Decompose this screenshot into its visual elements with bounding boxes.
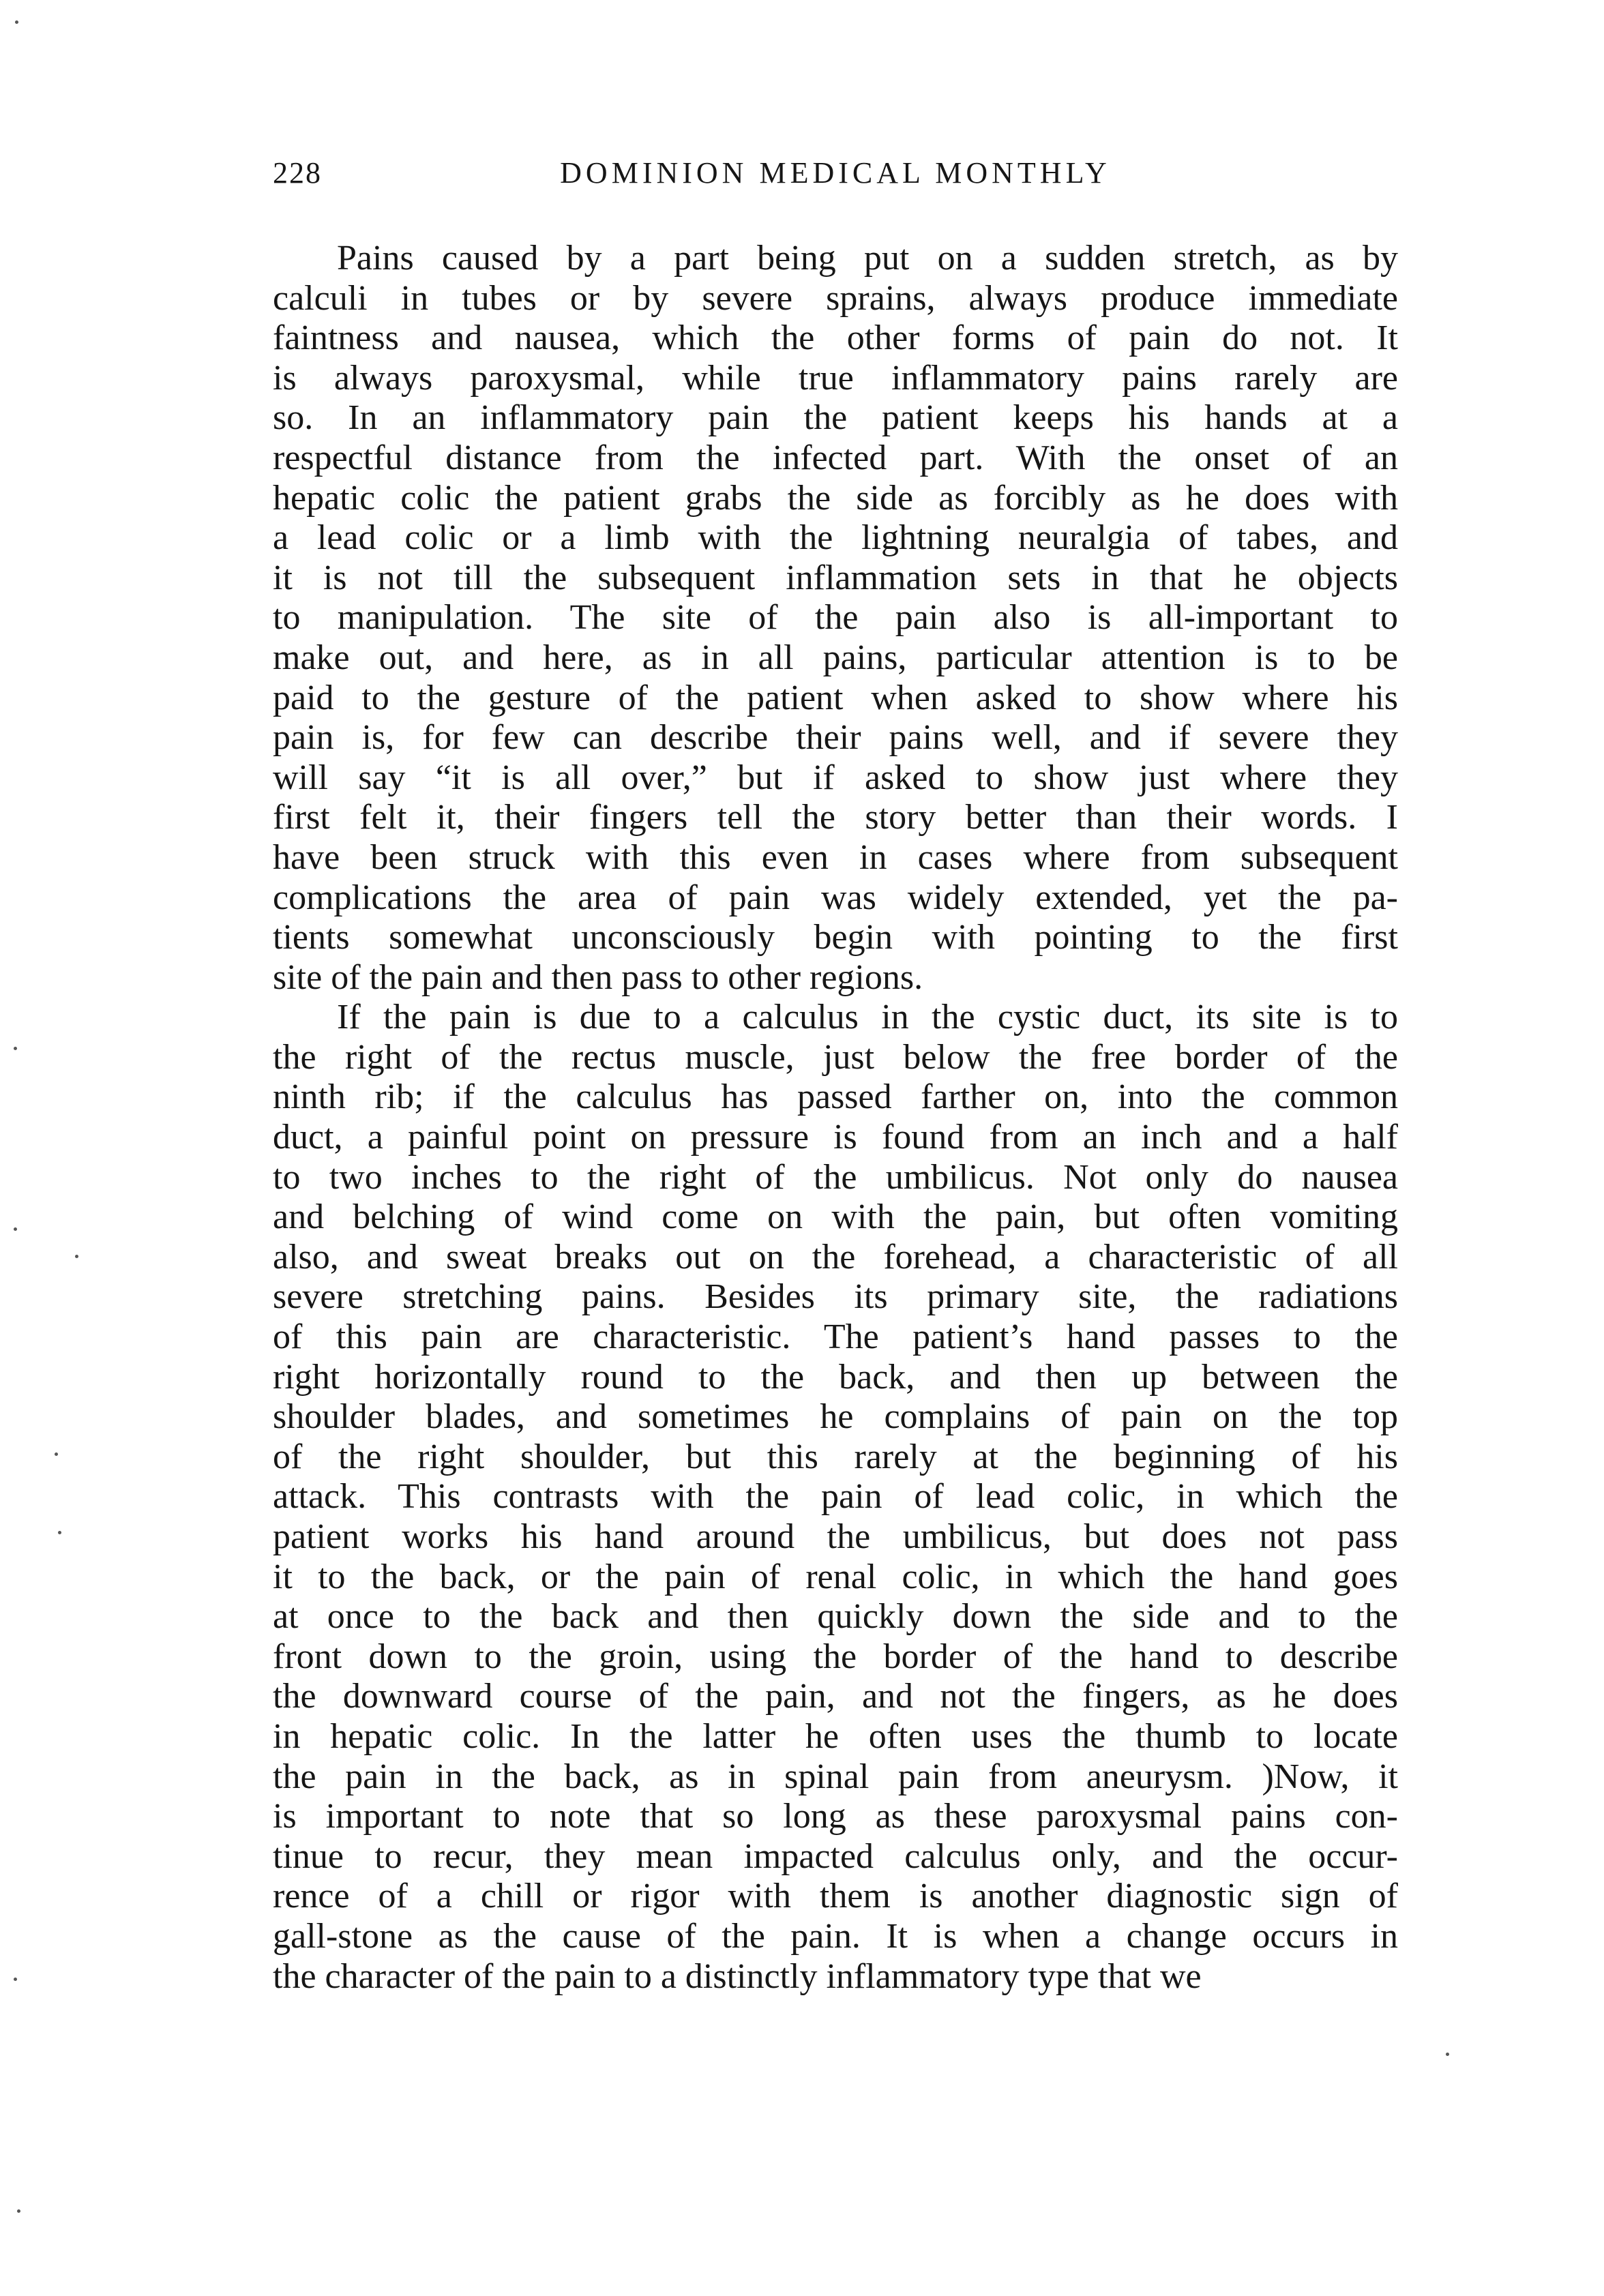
text-line: shoulder blades, and sometimes he complains of pain on the top bbox=[273, 1397, 1398, 1437]
text-line: gall-stone as the cause of the pain. It is when a change occurs in bbox=[273, 1916, 1398, 1956]
text-line: it is not till the subsequent inflammation sets in that he objects bbox=[273, 558, 1398, 597]
scan-speck bbox=[14, 1978, 17, 1981]
scan-speck bbox=[15, 20, 18, 24]
text-line: pain is, for few can describe their pains well, and if severe they bbox=[273, 718, 1398, 758]
text-line: also, and sweat breaks out on the forehead, a characteristic of all bbox=[273, 1237, 1398, 1277]
page-header bbox=[273, 155, 1398, 203]
text-line: ninth rib; if the calculus has passed farther on, into the common bbox=[273, 1077, 1398, 1117]
text-line: attack. This contrasts with the pain of lead colic, in which the bbox=[273, 1477, 1398, 1517]
text-line: and belching of wind come on with the pain, but often vomiting bbox=[273, 1197, 1398, 1237]
scan-speck bbox=[58, 1531, 61, 1534]
page-number: 228 bbox=[273, 156, 322, 190]
scan-speck bbox=[55, 1452, 58, 1456]
body-text bbox=[273, 239, 1398, 1997]
scan-speck bbox=[75, 1255, 78, 1258]
text-line: is important to note that so long as these paroxysmal pains con- bbox=[273, 1797, 1398, 1836]
text-line: duct, a painful point on pressure is found from an inch and a half bbox=[273, 1118, 1398, 1157]
running-head-title: DOMINION MEDICAL MONTHLY bbox=[560, 156, 1111, 190]
text-line: the pain in the back, as in spinal pain from aneurysm. )Now, it bbox=[273, 1757, 1398, 1796]
text-line: severe stretching pains. Besides its primary site, the radiations bbox=[273, 1277, 1398, 1317]
text-line: tients somewhat unconsciously begin with pointing to the first bbox=[273, 918, 1398, 957]
text-line: the right of the rectus muscle, just below the free border of the bbox=[273, 1037, 1398, 1077]
text-line: front down to the groin, using the border of the hand to describe bbox=[273, 1637, 1398, 1676]
text-line: site of the pain and then pass to other regions. bbox=[273, 957, 923, 997]
text-line: respectful distance from the infected part. With the onset of an bbox=[273, 438, 1398, 477]
scan-speck bbox=[14, 1227, 17, 1231]
text-line: the downward course of the pain, and not the fingers, as he does bbox=[273, 1677, 1398, 1716]
text-line: If the pain is due to a calculus in the cystic duct, its site is to bbox=[337, 998, 1398, 1037]
text-line: is always paroxysmal, while true inflammatory pains rarely are bbox=[273, 358, 1398, 398]
text-line: patient works his hand around the umbilicus, but does not pass bbox=[273, 1517, 1398, 1556]
text-line: of the right shoulder, but this rarely at the beginning of his bbox=[273, 1437, 1398, 1476]
text-line: a lead colic or a limb with the lightning neuralgia of tabes, and bbox=[273, 518, 1398, 558]
text-line: the character of the pain to a distinctly inflammatory type that we bbox=[273, 1956, 1202, 1996]
text-line: Pains caused by a part being put on a sudden stretch, as by bbox=[337, 239, 1398, 278]
scan-speck bbox=[17, 2209, 20, 2213]
text-line: calculi in tubes or by severe sprains, always produce immediate bbox=[273, 278, 1398, 318]
text-line: make out, and here, as in all pains, particular attention is to be bbox=[273, 638, 1398, 677]
text-line: so. In an inflammatory pain the patient keeps his hands at a bbox=[273, 398, 1398, 438]
text-line: tinue to recur, they mean impacted calculus only, and the occur- bbox=[273, 1836, 1398, 1876]
text-line: hepatic colic the patient grabs the side as forcibly as he does with bbox=[273, 478, 1398, 518]
text-line: complications the area of pain was widely extended, yet the pa- bbox=[273, 878, 1398, 917]
text-line: at once to the back and then quickly down the side and to the bbox=[273, 1597, 1398, 1637]
scan-speck bbox=[1446, 2053, 1449, 2056]
text-line: paid to the gesture of the patient when asked to show where his bbox=[273, 678, 1398, 717]
scan-speck bbox=[14, 1047, 17, 1050]
text-line: right horizontally round to the back, and then up between the bbox=[273, 1357, 1398, 1397]
text-line: it to the back, or the pain of renal colic, in which the hand goes bbox=[273, 1557, 1398, 1596]
text-line: faintness and nausea, which the other forms of pain do not. It bbox=[273, 318, 1398, 358]
text-line: rence of a chill or rigor with them is another diagnostic sign of bbox=[273, 1877, 1398, 1916]
text-line: to two inches to the right of the umbilicus. Not only do nausea bbox=[273, 1157, 1398, 1197]
text-line: in hepatic colic. In the latter he often uses the thumb to locate bbox=[273, 1716, 1398, 1756]
text-line: to manipulation. The site of the pain also is all-important to bbox=[273, 598, 1398, 638]
text-line: first felt it, their fingers tell the story better than their words. I bbox=[273, 798, 1398, 837]
text-line: of this pain are characteristic. The patient’s hand passes to the bbox=[273, 1317, 1398, 1357]
text-line: have been struck with this even in cases where from subsequent bbox=[273, 837, 1398, 877]
text-line: will say “it is all over,” but if asked to show just where they bbox=[273, 758, 1398, 797]
